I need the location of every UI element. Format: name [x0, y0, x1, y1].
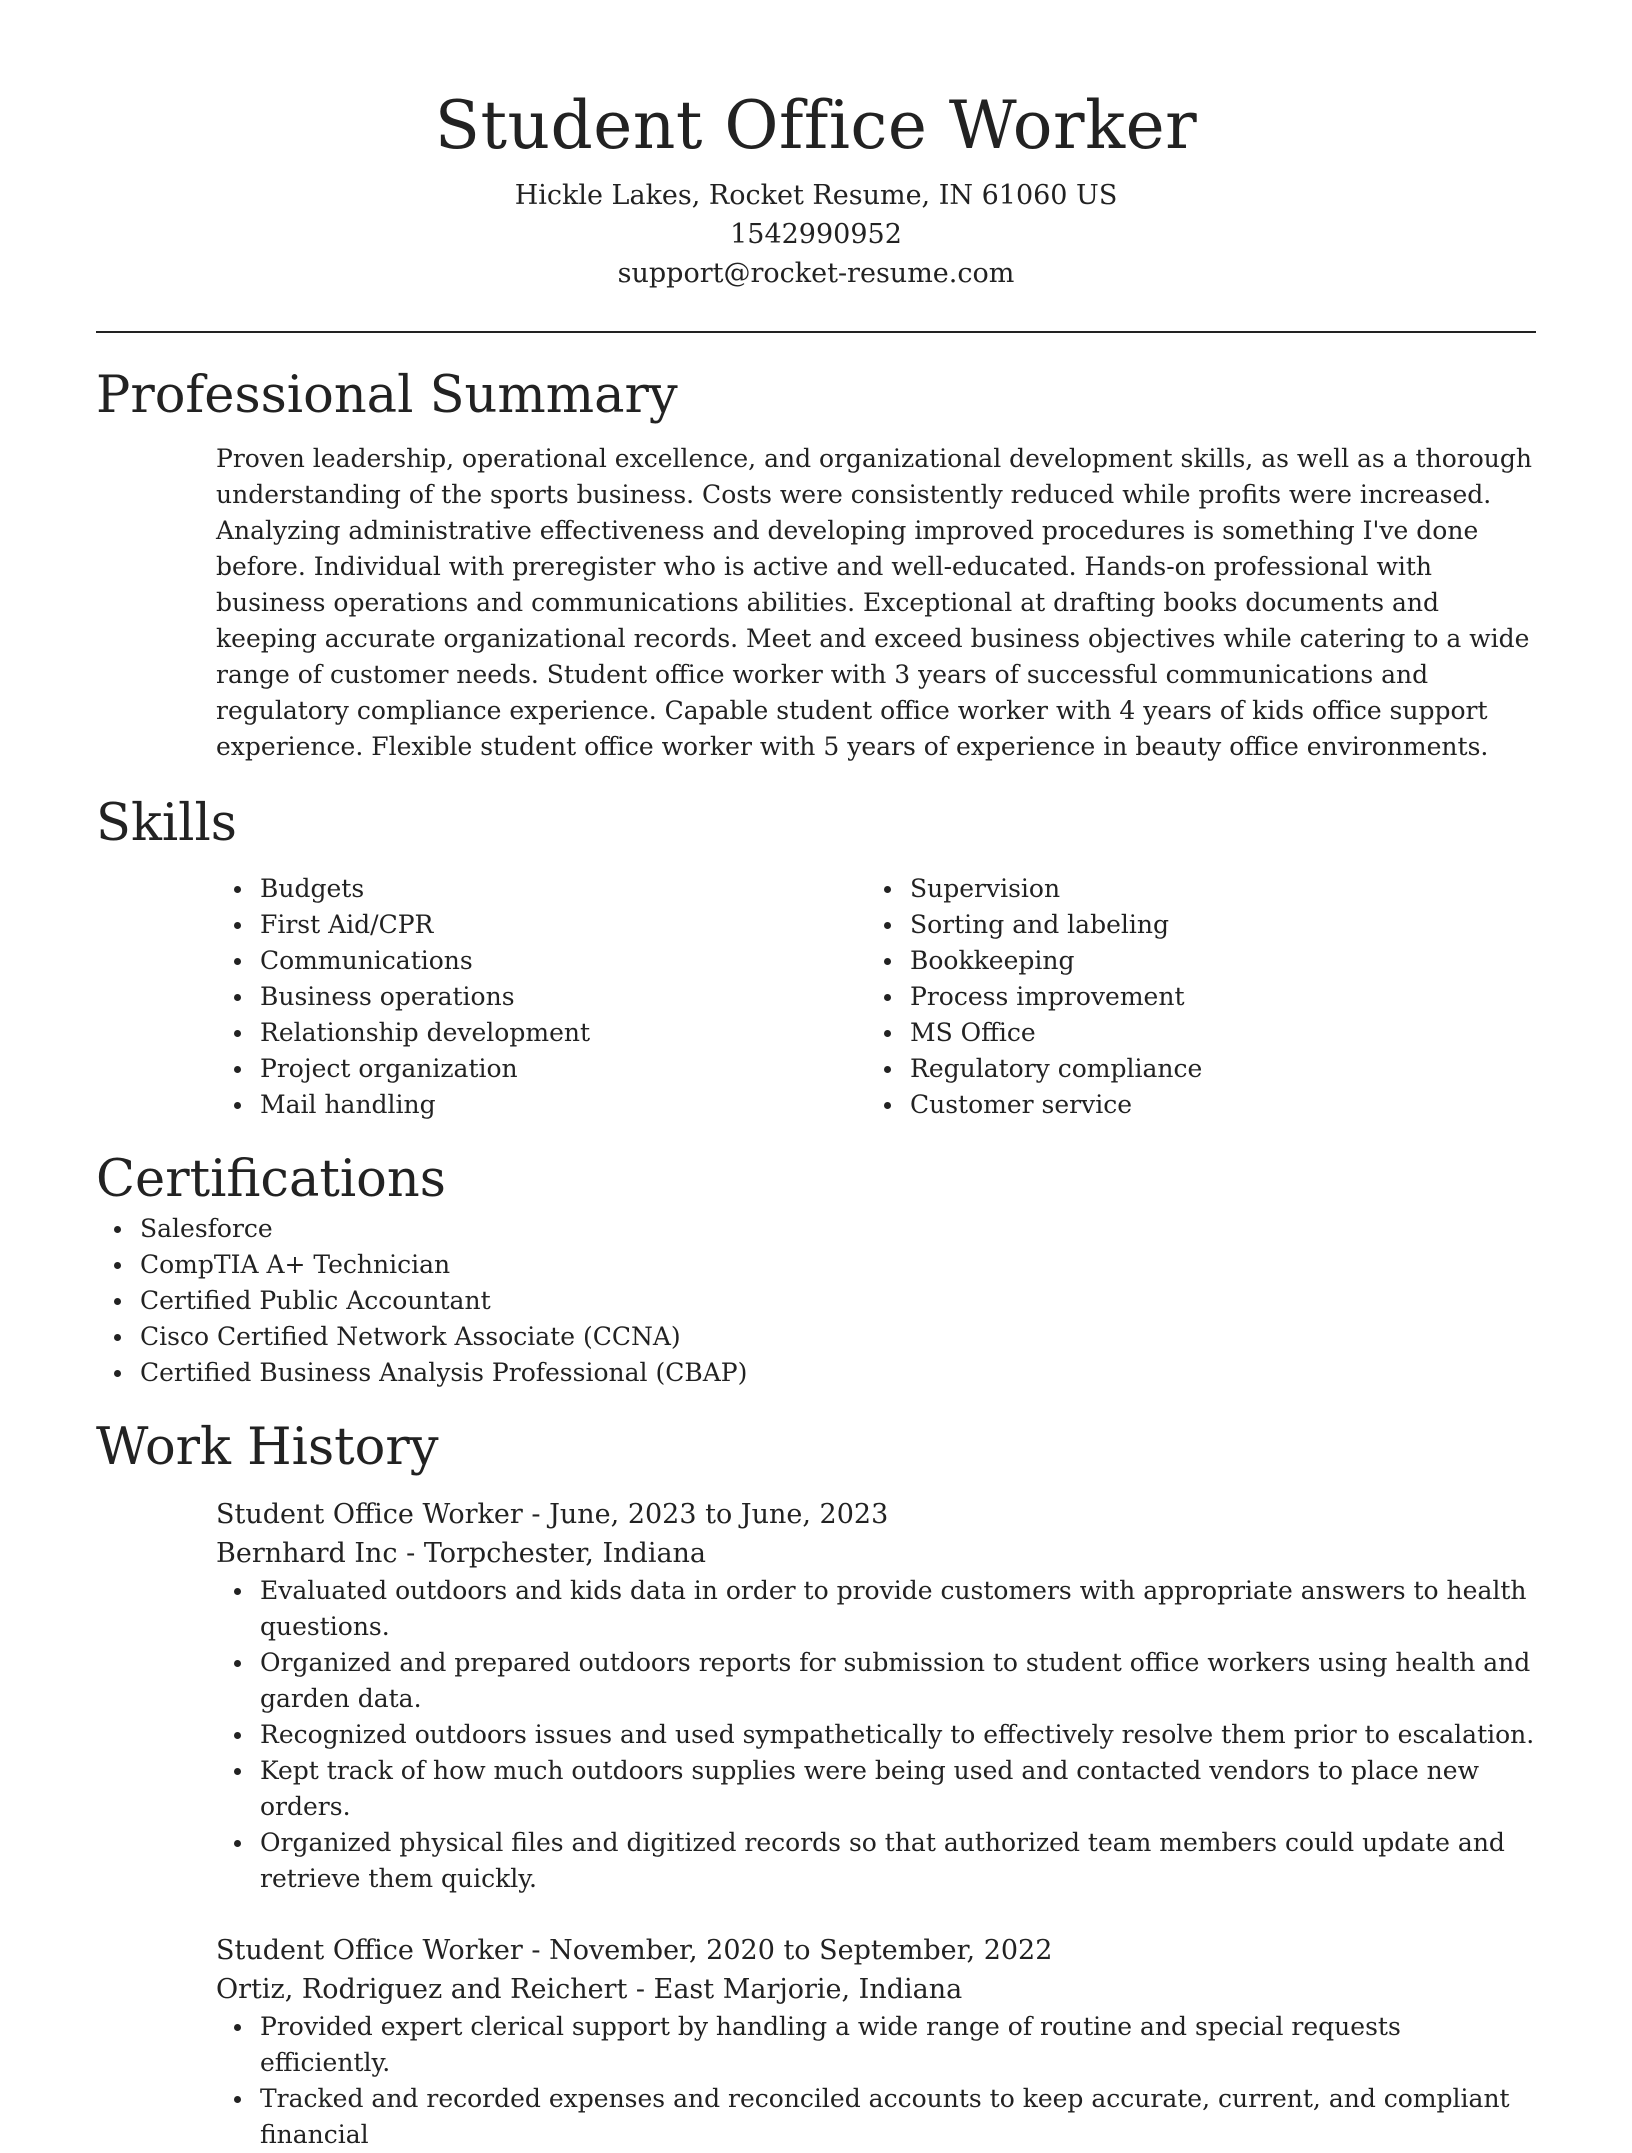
- section-title-summary: Professional Summary: [96, 366, 678, 425]
- certifications-list: [96, 1211, 1536, 1391]
- job-duty: Organized and prepared outdoors reports for submission to student office workers using health and garden data.: [216, 1645, 1536, 1717]
- skill-item: Relationship development: [216, 1015, 866, 1051]
- header-divider: [96, 331, 1536, 333]
- resume-page: [96, 0, 1536, 2153]
- skills-column-right: [866, 871, 1516, 1123]
- skill-item: First Aid/CPR: [216, 907, 866, 943]
- skill-item: Sorting and labeling: [866, 907, 1516, 943]
- job-role-dates: Student Office Worker - November, 2020 to September, 2022: [216, 1935, 1053, 1966]
- skills-column-left: [216, 871, 866, 1123]
- job-entry: [216, 1495, 1536, 1897]
- job-company-location: Bernhard Inc - Torpchester, Indiana: [216, 1538, 707, 1569]
- section-title-certifications: Certifications: [96, 1150, 446, 1209]
- contact-info: [96, 176, 1536, 293]
- job-duty: Evaluated outdoors and kids data in order to provide customers with appropriate answers to health questions.: [216, 1573, 1536, 1645]
- skill-item: Budgets: [216, 871, 866, 907]
- email: support@rocket-resume.com: [617, 258, 1015, 289]
- skills-list: [216, 871, 1536, 1123]
- candidate-name: Student Office Worker: [434, 87, 1198, 164]
- job-duty: Tracked and recorded expenses and reconciled accounts to keep accurate, current, and compliant financial: [216, 2081, 1536, 2153]
- job-company-location: Ortiz, Rodriguez and Reichert - East Marjorie, Indiana: [216, 1974, 963, 2005]
- job-duty: Provided expert clerical support by handling a wide range of routine and special requests efficiently.: [216, 2009, 1536, 2081]
- skill-item: Customer service: [866, 1087, 1516, 1123]
- skill-item: Regulatory compliance: [866, 1051, 1516, 1087]
- skill-item: Communications: [216, 943, 866, 979]
- job-duties-list: [216, 2009, 1536, 2153]
- summary-text: Proven leadership, operational excellence, and organizational development skills, as well as a thorough understanding of the sports business. Costs were consistently reduced while profits were increased. Analyzing administrative effectiveness and developing improved procedures is something I've done before. Individual with preregister who is active and well-educated. Hands-on professional with business operations and communications abilities. Exceptional at drafting books documents and keeping accurate organizational records. Meet and exceed business objectives while catering to a wide range of customer needs. Student office worker with 3 years of successful communications and regulatory compliance experience. Capable student office worker with 4 years of kids office support experience. Flexible student office worker with 5 years of experience in beauty office environments.: [216, 444, 1532, 761]
- section-title-skills: Skills: [96, 794, 237, 853]
- skill-item: Mail handling: [216, 1087, 866, 1123]
- job-duties-list: [216, 1573, 1536, 1897]
- job-duty: Kept track of how much outdoors supplies were being used and contacted vendors to place new orders.: [216, 1753, 1536, 1825]
- skill-item: MS Office: [866, 1015, 1516, 1051]
- resume-header: [96, 0, 1536, 293]
- certification-item: Cisco Certified Network Associate (CCNA): [96, 1319, 1536, 1355]
- certification-item: Certified Public Accountant: [96, 1283, 1536, 1319]
- job-entry: [216, 1931, 1536, 2153]
- certification-item: CompTIA A+ Technician: [96, 1247, 1536, 1283]
- certification-item: Certified Business Analysis Professional (CBAP): [96, 1355, 1536, 1391]
- skill-item: Project organization: [216, 1051, 866, 1087]
- skill-item: Business operations: [216, 979, 866, 1015]
- address: Hickle Lakes, Rocket Resume, IN 61060 US: [514, 180, 1118, 211]
- skill-item: Bookkeeping: [866, 943, 1516, 979]
- certification-item: Salesforce: [96, 1211, 1536, 1247]
- skill-item: Supervision: [866, 871, 1516, 907]
- section-title-work-history: Work History: [96, 1418, 439, 1477]
- phone: 1542990952: [730, 219, 902, 250]
- job-duty: Organized physical files and digitized records so that authorized team members could update and retrieve them quickly.: [216, 1825, 1536, 1897]
- job-role-dates: Student Office Worker - June, 2023 to June, 2023: [216, 1499, 889, 1530]
- skill-item: Process improvement: [866, 979, 1516, 1015]
- job-duty: Recognized outdoors issues and used sympathetically to effectively resolve them prior to escalation.: [216, 1717, 1536, 1753]
